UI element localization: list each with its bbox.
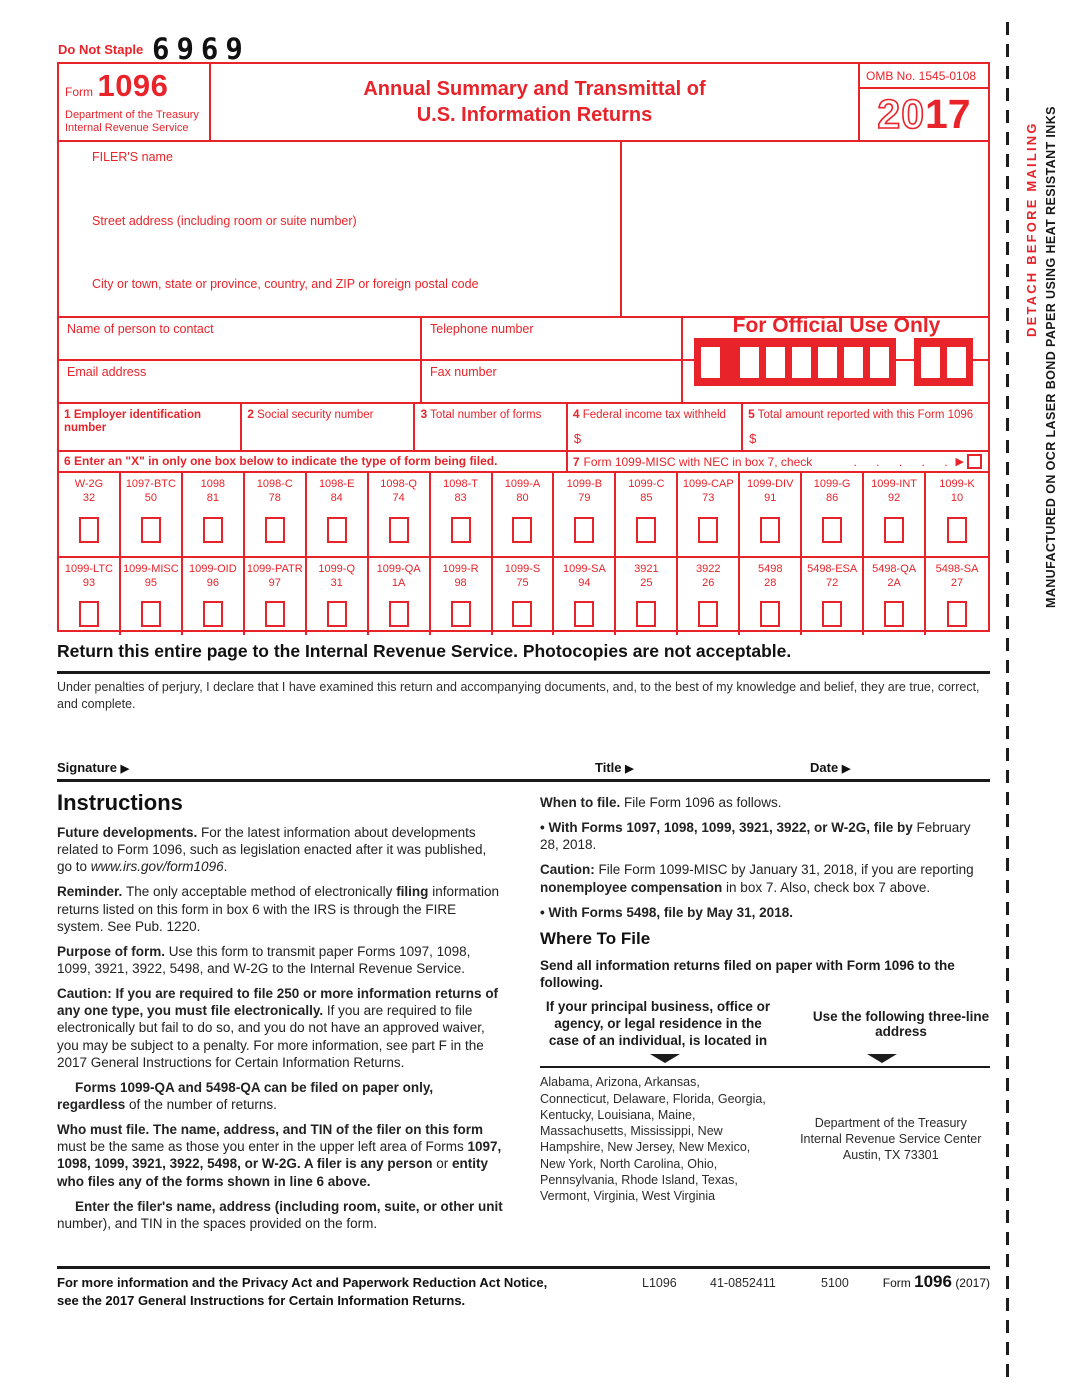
form-type-cell [183, 473, 245, 556]
instruction-paragraph: Future developments. For the latest information about developments related to Form 1096, such as legislation enacted after it was published, go to www.irs.gov/form1096. [57, 825, 487, 875]
form-type-checkbox[interactable] [760, 601, 780, 627]
form-type-name: 1099-PATR [246, 563, 303, 575]
form-type-checkbox[interactable] [389, 601, 409, 627]
form-type-name: 1098-Q [380, 478, 417, 490]
form-type-checkbox[interactable] [636, 601, 656, 627]
box7-checkbox[interactable] [967, 454, 982, 469]
tax-year: 20 17 [877, 91, 971, 137]
form-type-name: 3922 [696, 563, 721, 575]
ocr-form-number: 6969 [152, 32, 250, 66]
box2-ssn-field[interactable]: 2 Social security number [242, 404, 415, 450]
form-type-checkbox[interactable] [265, 601, 285, 627]
instruction-paragraph: • With Forms 1097, 1098, 1099, 3921, 3922, or W-2G, file by February 28, 2018. [540, 820, 971, 853]
form-type-checkbox[interactable] [389, 517, 409, 543]
form-type-cell [183, 558, 245, 635]
dollar-sign: $ [573, 431, 582, 447]
form-type-name: 1099-R [442, 563, 479, 575]
form-type-checkbox[interactable] [203, 601, 223, 627]
where-to-file-intro: Send all information returns filed on paper with Form 1096 to the following. [540, 957, 955, 990]
form-type-grid-row1 [59, 471, 988, 556]
box4-tax-withheld-field[interactable]: 4 Federal income tax withheld $ [568, 404, 743, 450]
instruction-paragraph: Caution: File Form 1099-MISC by January 31, 2018, if you are reporting nonemployee compensation in box 7. Also, check box 7 above. [540, 862, 974, 895]
dot-leader: . . . . . [853, 454, 948, 469]
form-type-name: 1099-SA [563, 563, 606, 575]
form-type-name: 1099-INT [871, 478, 918, 490]
email-label: Email address [67, 365, 147, 379]
form-type-checkbox[interactable] [79, 601, 99, 627]
return-page-notice: Return this entire page to the Internal Revenue Service. Photocopies are not acceptable. [57, 641, 792, 661]
form-type-cell [493, 558, 555, 635]
official-use-only [683, 314, 990, 338]
form-type-cell [926, 558, 988, 635]
contact-name-field[interactable] [59, 318, 422, 359]
mailing-address: Department of the Treasury Internal Revenue Service Center Austin, TX 73301 [800, 1115, 982, 1163]
form-type-cell [616, 558, 678, 635]
form-type-code: 31 [330, 577, 343, 589]
form-type-checkbox[interactable] [822, 601, 842, 627]
box3-label: Total number of forms [430, 409, 542, 421]
title-label: Title ▶ [595, 760, 634, 775]
instruction-paragraph: Enter the filer's name, address (including room, suite, or other unit number), and TIN in the spaces provided on the form. [57, 1198, 503, 1231]
form-type-checkbox[interactable] [203, 517, 223, 543]
instruction-paragraph: Purpose of form. Use this form to transmit paper Forms 1097, 1098, 1099, 3921, 3922, 5498, and W-2G to the Internal Revenue Service. [57, 943, 471, 976]
form-type-checkbox[interactable] [79, 517, 99, 543]
official-use-boxes-right [914, 338, 973, 386]
form-type-name: 1099-K [939, 478, 975, 490]
form-type-code: 78 [268, 492, 281, 504]
form-type-code: 83 [454, 492, 467, 504]
footer-code-5100: 5100 [821, 1276, 849, 1290]
form-type-checkbox[interactable] [327, 601, 347, 627]
form-type-name: 5498-QA [872, 563, 917, 575]
official-use-title: For Official Use Only [732, 314, 941, 337]
form-type-name: 1099-B [566, 478, 603, 490]
form-type-name: 1099-C [628, 478, 665, 490]
form-type-name: 1099-QA [376, 563, 421, 575]
filer-street-label: Street address (including room or suite number) [92, 214, 357, 228]
form-type-cell [307, 558, 369, 635]
form-type-cell [740, 473, 802, 556]
fax-field[interactable] [422, 361, 683, 402]
form-type-cell [493, 473, 555, 556]
divider-line [57, 671, 990, 674]
email-field[interactable] [59, 361, 422, 402]
form-type-cell [431, 558, 493, 635]
form-type-cell [678, 473, 740, 556]
form-type-checkbox[interactable] [512, 601, 532, 627]
form-type-cell [616, 473, 678, 556]
form-type-checkbox[interactable] [884, 601, 904, 627]
detach-dashed-line [1006, 22, 1009, 1384]
form-type-cell [678, 558, 740, 635]
instruction-paragraph: • With Forms 5498, file by May 31, 2018. [540, 904, 793, 920]
contact-name-label: Name of person to contact [67, 322, 214, 336]
form-type-name: 1099-MISC [123, 563, 179, 575]
form-type-name: 1099-CAP [682, 478, 734, 490]
form-type-checkbox[interactable] [822, 517, 842, 543]
form-type-checkbox[interactable] [636, 517, 656, 543]
form-type-cell [121, 473, 183, 556]
table-arrows [540, 1050, 990, 1066]
box5-label: Total amount reported with this Form 1096 [757, 409, 974, 421]
form-type-checkbox[interactable] [947, 517, 967, 543]
official-use-box-cell [947, 347, 966, 378]
arrow-right-icon: ▶ [841, 763, 851, 775]
form-title: Annual Summary and Transmittal of U.S. Information Returns [363, 78, 706, 126]
form-type-code: 81 [206, 492, 219, 504]
signature-label: Signature ▶ [57, 760, 130, 775]
form-type-name: 1099-G [813, 478, 851, 490]
box7-nec-line: 7 Form 1099-MISC with NEC in box 7, check . . . . . ▶ [568, 452, 988, 471]
box4-label: Federal income tax withheld [582, 409, 726, 421]
form-type-checkbox[interactable] [698, 517, 718, 543]
form-type-code: 25 [640, 577, 653, 589]
form-number: 1096 [97, 68, 169, 103]
form-type-name: 1097-BTC [125, 478, 176, 490]
form-type-name: 5498-SA [935, 563, 979, 575]
form-type-checkbox[interactable] [451, 517, 471, 543]
form-type-code: 86 [826, 492, 839, 504]
form-type-code: 85 [640, 492, 653, 504]
agency-name: Department of the Treasury Internal Revenue Service [65, 108, 199, 135]
do-not-staple-label: Do Not Staple [58, 42, 144, 57]
address-column-header: Use the following three-line address [812, 1009, 990, 1040]
form-type-cell [740, 558, 802, 635]
form-type-name: 1099-S [504, 563, 541, 575]
footer-form-signature: Form 1096 (2017) [882, 1272, 990, 1291]
form-type-code: 91 [764, 492, 777, 504]
form-type-checkbox[interactable] [327, 517, 347, 543]
box7-label: Form 1099-MISC with NEC in box 7, check [583, 454, 813, 469]
official-use-box-cell [740, 347, 759, 378]
box1-label: Employer identification number [64, 409, 202, 435]
arrow-right-icon: ▶ [120, 763, 130, 775]
form-type-cell [802, 473, 864, 556]
footer-code-l1096: L1096 [642, 1276, 677, 1290]
states-list: Alabama, Arizona, Arkansas, Connecticut, Delaware, Florida, Georgia, Kentucky, Louisiana, Maine, Massachusetts, Mississippi, New Hampshire, New Jersey, New Mexico, New York, North Carolina, Ohio, Pennsylvania, Rhode Island, Texas, Vermont, Virginia, West Virginia [540, 1075, 766, 1203]
footer-code-catalog: 41-0852411 [710, 1276, 776, 1290]
telephone-label: Telephone number [430, 322, 534, 336]
form-type-checkbox[interactable] [512, 517, 532, 543]
instructions-left-column [57, 824, 504, 1240]
form-type-name: 1099-LTC [64, 563, 114, 575]
form-type-checkbox[interactable] [574, 601, 594, 627]
form-type-cell [59, 558, 121, 635]
arrow-right-icon: ▶ [625, 763, 634, 775]
filer-city-input[interactable] [61, 295, 618, 315]
filer-name-input[interactable] [61, 168, 618, 208]
form-type-checkbox[interactable] [698, 601, 718, 627]
form-type-code: 27 [950, 577, 964, 589]
filer-name-label: FILER'S name [92, 150, 173, 164]
box1-ein-field[interactable]: 1 Employer identification number [59, 404, 242, 450]
form-type-cell [554, 473, 616, 556]
form-type-checkbox[interactable] [760, 517, 780, 543]
form-word-label: Form [65, 85, 93, 99]
form-type-name: 1098-C [256, 478, 293, 490]
filer-city-label: City or town, state or province, country, and ZIP or foreign postal code [92, 277, 479, 291]
instruction-paragraph: Who must file. The name, address, and TIN of the filer on this form must be the same as those you enter in the upper left area of Forms 1097, 1098, 1099, 3921, 3922, 5498, or W-2G. A filer is any person or entity who files any of the forms shown in line 6 above. [57, 1122, 502, 1189]
instructions-right-column [540, 794, 990, 1204]
form-type-code: 95 [144, 577, 158, 589]
box6-box7-row [59, 450, 988, 471]
filer-street-input[interactable] [61, 232, 618, 272]
box2-label: Social security number [257, 409, 374, 421]
official-use-box-cell [792, 347, 811, 378]
form-type-checkbox[interactable] [884, 517, 904, 543]
form-type-cell [431, 473, 493, 556]
amount-boxes-row [59, 402, 988, 450]
form-type-name: 1099-OID [188, 563, 237, 575]
form-type-name: 5498-ESA [807, 563, 858, 575]
form-type-name: 1098 [200, 478, 226, 490]
form-type-checkbox[interactable] [451, 601, 471, 627]
form-type-grid-row2 [59, 556, 988, 635]
where-to-file-heading: Where To File [540, 928, 651, 948]
form-type-checkbox[interactable] [574, 517, 594, 543]
form-type-code: 80 [516, 492, 529, 504]
table-divider-line [540, 1066, 990, 1069]
form-type-code: 84 [330, 492, 343, 504]
form-id-cell [59, 64, 211, 140]
form-type-code: 96 [206, 577, 219, 589]
form-type-checkbox[interactable] [141, 517, 161, 543]
instructions-heading: Instructions [57, 790, 183, 815]
official-use-box-cell [766, 347, 785, 378]
form-type-name: 1098-E [318, 478, 355, 490]
official-use-box-cell [921, 347, 940, 378]
official-use-box-cell [701, 347, 720, 378]
box6-instruction: 6 Enter an "X" in only one box below to indicate the type of form being filed. [59, 452, 568, 471]
form-type-code: 72 [826, 577, 839, 589]
perjury-statement: Under penalties of perjury, I declare that I have examined this return and accompanying documents, and, to the best of my knowledge and belief, they are true, correct, and complete. [57, 680, 980, 711]
detach-before-mailing-label: DETACH BEFORE MAILING [1024, 121, 1039, 337]
form-type-code: 97 [268, 577, 281, 589]
box5-total-amount-field[interactable]: 5 Total amount reported with this Form 1096 $ [748, 407, 974, 447]
signature-line[interactable] [57, 779, 990, 782]
form-type-cell [864, 473, 926, 556]
form-type-checkbox[interactable] [947, 601, 967, 627]
paper-manufacture-note: MANUFACTURED ON OCR LASER BOND PAPER USING HEAT RESISTANT INKS [1044, 106, 1058, 608]
form-type-code: 79 [578, 492, 591, 504]
form-type-cell [554, 558, 616, 635]
down-arrow-icon [867, 1054, 897, 1063]
filer-block [59, 140, 988, 316]
form-header-row [59, 64, 988, 140]
form-type-code: 73 [702, 492, 715, 504]
form-type-name: 1099-Q [318, 563, 356, 575]
footer-divider-line [57, 1266, 990, 1269]
form-type-code: 1A [391, 577, 406, 589]
form-type-code: 92 [887, 492, 901, 504]
form-type-cell [369, 558, 431, 635]
form-type-cell [245, 558, 307, 635]
official-use-boxes [694, 338, 990, 386]
form-type-name: 1098-T [443, 478, 478, 490]
form-type-cell [121, 558, 183, 635]
instruction-paragraph: Forms 1099-QA and 5498-QA can be filed on paper only, regardless of the number of returns. [57, 1079, 434, 1112]
down-arrow-icon [650, 1054, 680, 1063]
form-type-code: 26 [702, 577, 715, 589]
form-type-cell [245, 473, 307, 556]
form-type-cell [369, 473, 431, 556]
official-use-boxes-left [694, 338, 896, 386]
fax-label: Fax number [430, 365, 497, 379]
form-type-code: 28 [764, 577, 777, 589]
form-type-name: 5498 [757, 563, 783, 575]
omb-cell [858, 64, 988, 140]
form-type-code: 10 [950, 492, 964, 504]
form-type-code: 50 [144, 492, 158, 504]
form-main-area [57, 62, 990, 632]
form-type-code: 93 [82, 577, 96, 589]
form-type-code: 75 [516, 577, 529, 589]
instruction-paragraph: Caution: If you are required to file 250 or more information returns of any one type, you must file electronically. If you are required to file electronically but fail to do so, and you do not have an approved waiver, you may be subject to a penalty. For more information, see part F in the 2017 General Instructions for Certain Information Returns. [57, 986, 499, 1070]
form-title-cell [211, 64, 858, 140]
form-type-cell [802, 558, 864, 635]
form-type-name: W-2G [74, 478, 104, 490]
form-type-name: 1099-DIV [746, 478, 794, 490]
where-to-file-headers [540, 999, 990, 1050]
omb-number: OMB No. 1545-0108 [860, 64, 988, 89]
form-type-name: 3921 [634, 563, 659, 575]
form-type-cell [307, 473, 369, 556]
form-type-cell [926, 473, 988, 556]
box3-total-forms-field[interactable]: 3 Total number of forms [415, 404, 567, 450]
official-use-box-cell [870, 347, 889, 378]
form-type-checkbox[interactable] [141, 601, 161, 627]
location-column-header: If your principal business, office or agency, or legal residence in the case of an individual, is located in [545, 999, 771, 1048]
privacy-act-notice: For more information and the Privacy Act and Paperwork Reduction Act Notice, see the 2017 General Instructions for Certain Information Returns. [57, 1275, 548, 1308]
form-type-code: 32 [82, 492, 96, 504]
form-type-code: 74 [392, 492, 405, 504]
form-type-cell [59, 473, 121, 556]
official-use-box-cell [844, 347, 863, 378]
when-to-file-paragraphs [540, 794, 990, 921]
filer-divider-line [620, 142, 622, 316]
form-type-code: 94 [578, 577, 591, 589]
form-type-checkbox[interactable] [265, 517, 285, 543]
arrow-right-icon: ▶ [955, 456, 964, 468]
form-type-cell [864, 558, 926, 635]
dollar-sign: $ [749, 431, 757, 447]
form-type-name: 1099-A [504, 478, 541, 490]
form-type-code: 98 [454, 577, 467, 589]
telephone-field[interactable] [422, 318, 683, 359]
official-use-box-cell [818, 347, 837, 378]
where-to-file-body [540, 1074, 990, 1204]
date-label: Date ▶ [810, 760, 851, 775]
instruction-paragraph: Reminder. The only acceptable method of electronically filing information returns listed on this form in box 6 with the IRS is through the FIRE system. See Pub. 1220. [57, 884, 499, 934]
instruction-paragraph: When to file. File Form 1096 as follows. [540, 795, 782, 810]
form-type-code: 2A [887, 577, 901, 589]
